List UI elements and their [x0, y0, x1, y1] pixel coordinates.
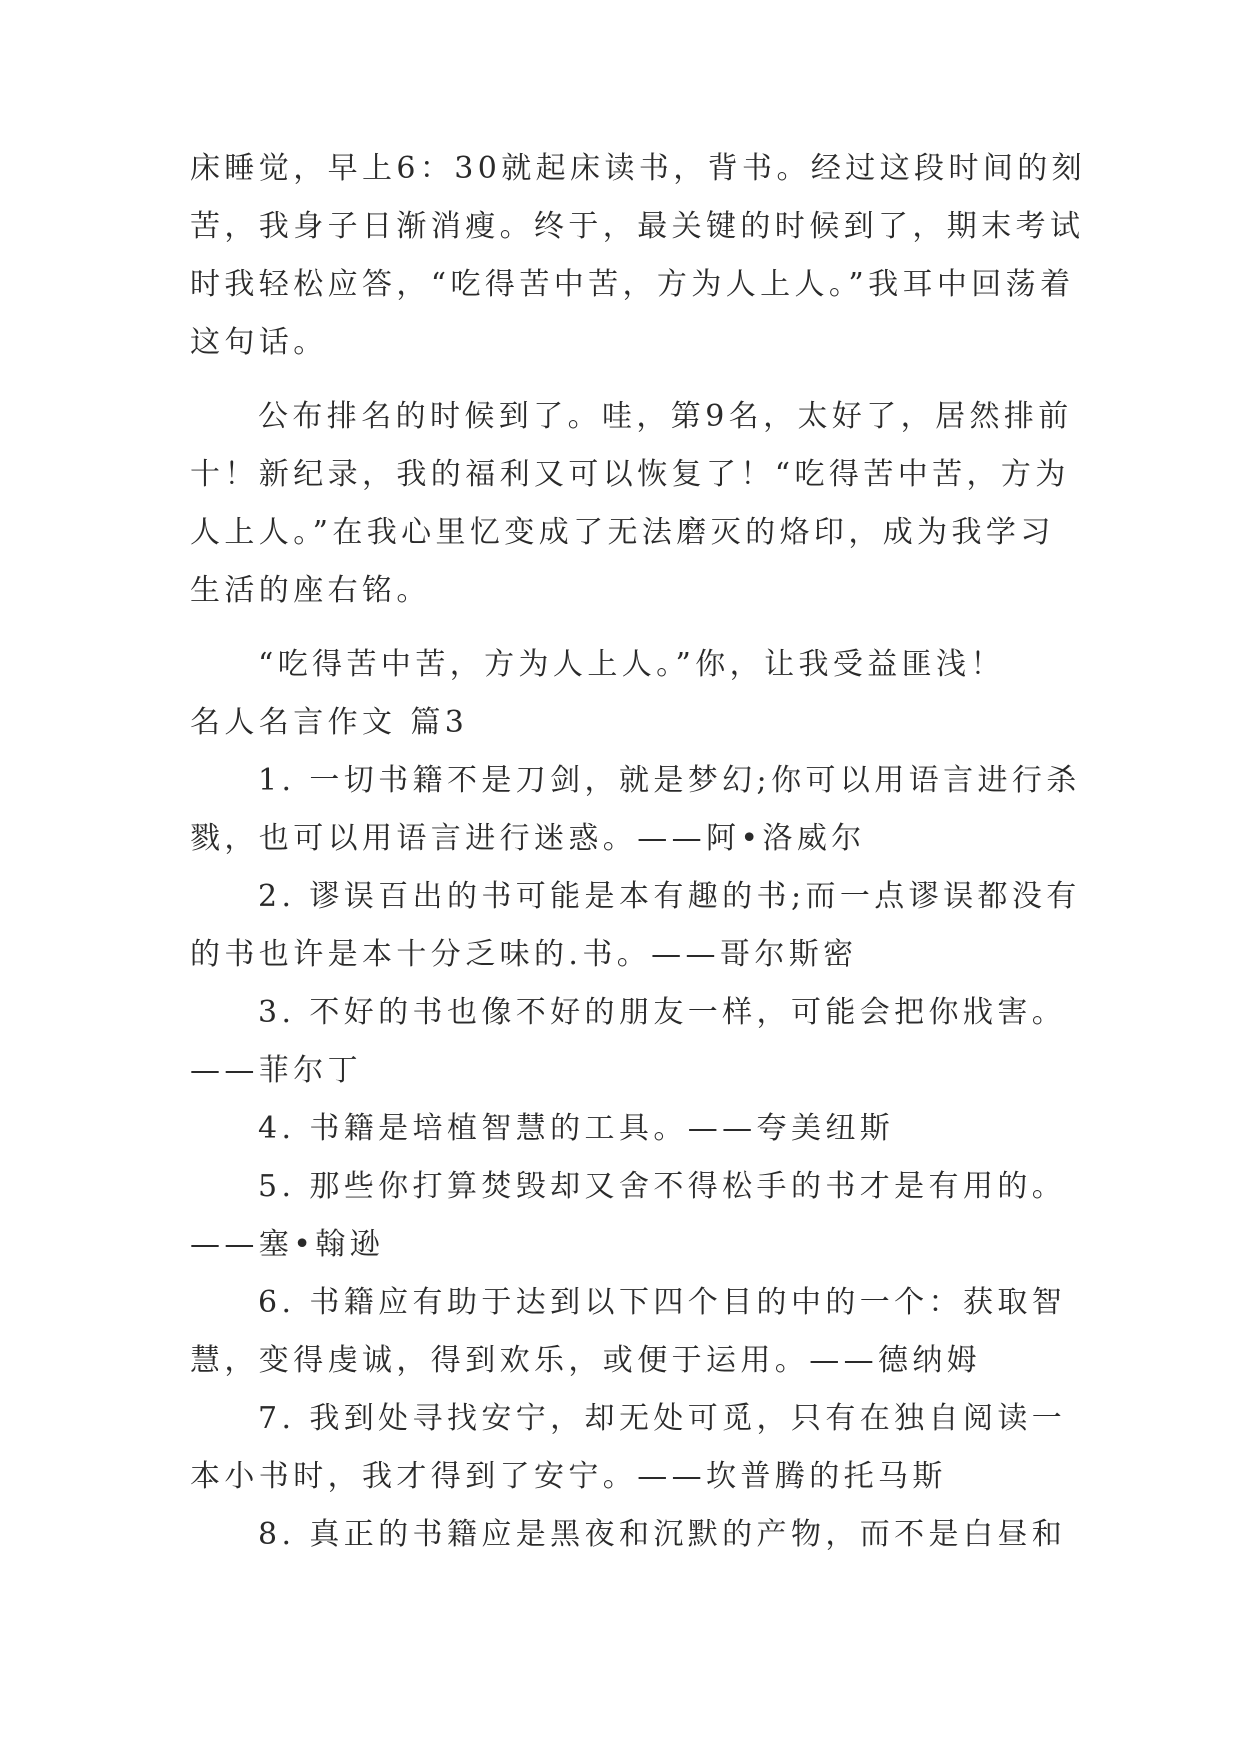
- section-heading: 名人名言作文 篇3: [190, 705, 469, 740]
- text-line: 慧，变得虔诚，得到欢乐，或便于运用。——德纳姆: [190, 1343, 982, 1378]
- text-line: 本小书时，我才得到了安宁。——坎普腾的托马斯: [190, 1459, 947, 1494]
- text-line: ——塞•翰逊: [190, 1227, 385, 1262]
- quote-item-line: 1. 一切书籍不是刀剑，就是梦幻;你可以用语言进行杀: [258, 763, 1081, 798]
- text-line: 床睡觉，早上6：30就起床读书，背书。经过这段时间的刻: [190, 151, 1087, 186]
- quote-item-line: 6. 书籍应有助于达到以下四个目的中的一个：获取智: [258, 1285, 1067, 1320]
- paragraph-start-line: “吃得苦中苦，方为人上人。”你，让我受益匪浅！: [258, 647, 1005, 682]
- text-line: ——菲尔丁: [190, 1053, 362, 1088]
- text-line: 时我轻松应答，“吃得苦中苦，方为人上人。”我耳中回荡着: [190, 267, 1075, 302]
- quote-item-line: 2. 谬误百出的书可能是本有趣的书;而一点谬误都没有: [258, 879, 1081, 914]
- text-line: 的书也许是本十分乏味的.书。——哥尔斯密: [190, 937, 858, 972]
- text-line: 苦，我身子日渐消瘦。终于，最关键的时候到了，期末考试: [190, 209, 1085, 244]
- text-line: 十！新纪录，我的福利又可以恢复了！“吃得苦中苦，方为: [190, 457, 1070, 492]
- text-line: 戮，也可以用语言进行迷惑。——阿•洛威尔: [190, 821, 866, 856]
- quote-item-line: 8. 真正的书籍应是黑夜和沉默的产物，而不是白昼和: [258, 1517, 1067, 1552]
- quote-item-line: 4. 书籍是培植智慧的工具。——夸美纽斯: [258, 1111, 895, 1146]
- paragraph-start-line: 公布排名的时候到了。哇，第9名，太好了，居然排前: [258, 399, 1073, 434]
- text-line: 这句话。: [190, 325, 328, 360]
- quote-item-line: 3. 不好的书也像不好的朋友一样，可能会把你戕害。: [258, 995, 1067, 1030]
- quote-item-line: 7. 我到处寻找安宁，却无处可觅，只有在独自阅读一: [258, 1401, 1067, 1436]
- quote-item-line: 5. 那些你打算焚毁却又舍不得松手的书才是有用的。: [258, 1169, 1067, 1204]
- text-line: 人上人。”在我心里忆变成了无法磨灭的烙印，成为我学习: [190, 515, 1055, 550]
- text-line: 生活的座右铭。: [190, 573, 431, 608]
